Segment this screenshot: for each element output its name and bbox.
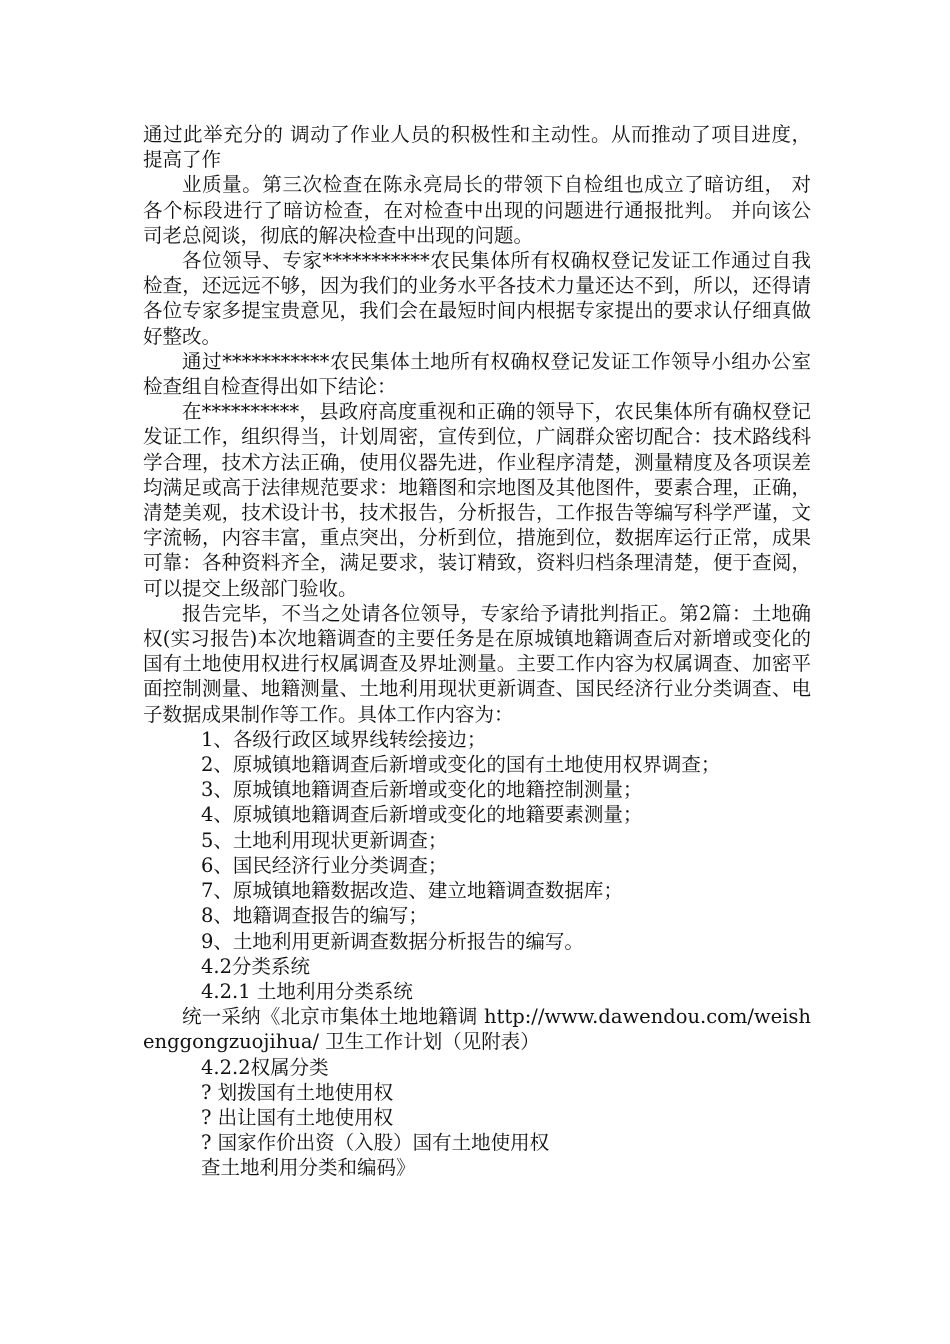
list-item: ? 划拨国有土地使用权 bbox=[201, 1080, 394, 1104]
list-item: ? 国家作价出资（入股）国有土地使用权 bbox=[201, 1131, 550, 1155]
section-heading: 4.2分类系统 bbox=[201, 954, 311, 978]
list-item: 3、原城镇地籍调查后新增或变化的地籍控制测量； bbox=[201, 778, 643, 802]
document-page bbox=[143, 122, 811, 1181]
list-item: 6、国民经济行业分类调查； bbox=[201, 853, 448, 877]
list-item: 查土地利用分类和编码》 bbox=[201, 1156, 416, 1180]
paragraph-4: 通过***********农民集体土地所有权确权登记发证工作领导小组办公室检查组自检查得出如下结论： bbox=[143, 349, 811, 399]
paragraph-6: 报告完毕，不当之处请各位领导，专家给予请批判指正。第2篇：土地确权(实习报告)本次地籍调查的主要任务是在原城镇地籍调查后对新增或变化的国有土地使用权进行权属调查及界址测量。主要工作内容为权属调查、加密平面控制测量、地籍测量、土地利用现状更新调查、国民经济行业分类调查、电子数据成果制作等工作。具体工作内容为： bbox=[143, 601, 811, 726]
paragraph-3: 各位领导、专家***********农民集体所有权确权登记发证工作通过自我检查，还远远不够，因为我们的业务水平各技术力量还达不到，所以，还得请各位专家多提宝贵意见，我们会在最短时间内根据专家提出的要求认仔细真做好整改。 bbox=[143, 249, 811, 348]
tail-paragraph: 统一采纳《北京市集体土地地籍调 http://www.dawendou.com/weishenggongzuojihua/ 卫生工作计划（见附表） bbox=[143, 1005, 811, 1054]
list-item: 9、土地利用更新调查数据分析报告的编写。 bbox=[201, 929, 584, 953]
work-item-list bbox=[143, 727, 811, 1004]
list-item: ? 出让国有土地使用权 bbox=[201, 1105, 394, 1129]
paragraph-5: 在**********，县政府高度重视和正确的领导下，农民集体所有确权登记发证工作，组织得当，计划周密，宣传到位，广阔群众密切配合：技术路线科学合理，技术方法正确，使用仪器先进，作业程序清楚，测量精度及各项误差均满足或高于法律规范要求：地籍图和宗地图及其他图件，要素合理，正确，清楚美观，技术设计书，技术报告，分析报告，工作报告等编写科学严谨，文字流畅，内容丰富，重点突出，分析到位，措施到位，数据库运行正常，成果可靠：各种资料齐全，满足要求，装订精致，资料归档条理清楚，便于查阅，可以提交上级部门验收。 bbox=[143, 400, 811, 600]
list-item: 4、原城镇地籍调查后新增或变化的地籍要素测量； bbox=[201, 803, 643, 827]
list-item: 8、地籍调查报告的编写； bbox=[201, 904, 428, 928]
list-item: 1、各级行政区域界线转绘接边； bbox=[201, 727, 487, 751]
subsection-heading: 4.2.2权属分类 bbox=[201, 1055, 329, 1079]
list-item: 5、土地利用现状更新调查； bbox=[201, 828, 448, 852]
list-item: 7、原城镇地籍数据改造、建立地籍调查数据库； bbox=[201, 879, 623, 903]
list-item: 2、原城镇地籍调查后新增或变化的国有土地使用权界调查； bbox=[201, 753, 721, 777]
ownership-list bbox=[143, 1055, 811, 1181]
paragraph-2: 业质量。第三次检查在陈永亮局长的带领下自检组也成立了暗访组， 对各个标段进行了暗访检查，在对检查中出现的问题进行通报批判。 并向该公司老总阅谈，彻底的解决检查中出现的问题。 bbox=[143, 173, 811, 247]
subsection-heading: 4.2.1 土地利用分类系统 bbox=[201, 979, 413, 1003]
paragraph-1: 通过此举充分的 调动了作业人员的积极性和主动性。从而推动了项目进度，提高了作 bbox=[143, 123, 811, 172]
